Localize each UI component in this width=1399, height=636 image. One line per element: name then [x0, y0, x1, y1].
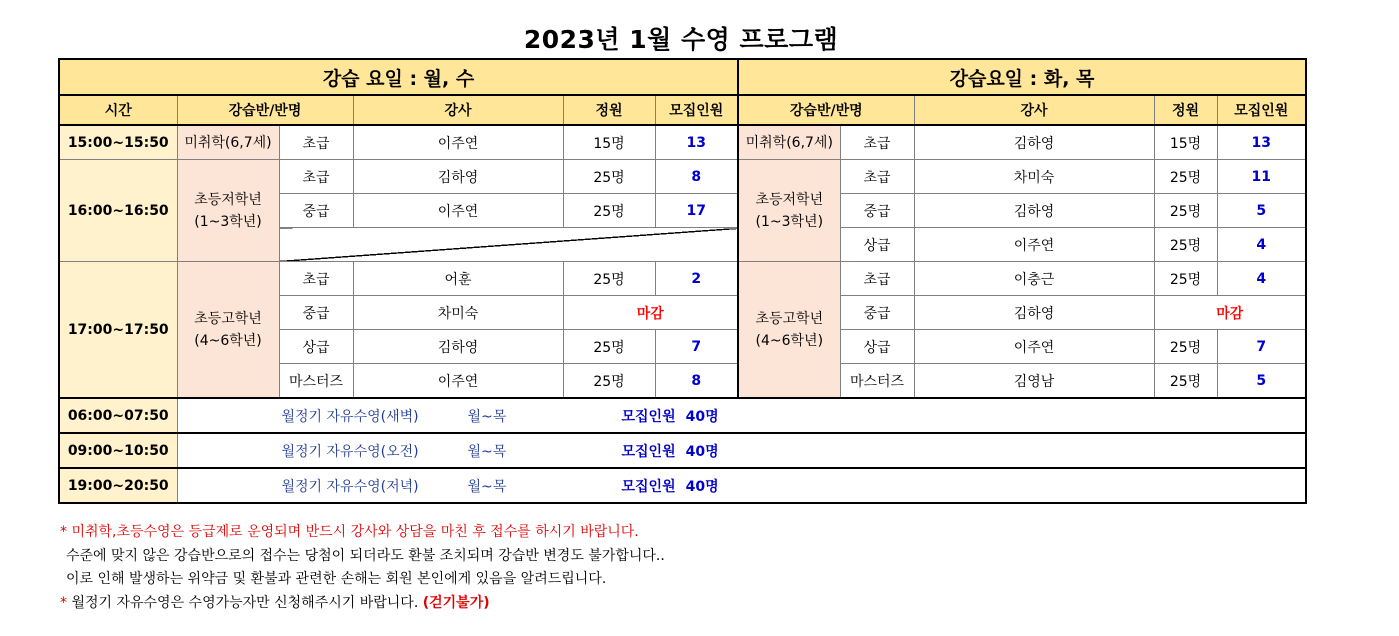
- free-swim-row: [59, 398, 1306, 433]
- recruit-count: 8: [655, 364, 738, 399]
- empty-slot-diagonal: [279, 228, 738, 262]
- teacher-cell: 이주연: [914, 330, 1154, 364]
- recruit-count: 13: [1217, 125, 1306, 160]
- group-sublabel: (4~6학년): [194, 332, 262, 349]
- group-cell: [177, 160, 279, 262]
- note-line-2: 수준에 맞지 않은 강습반으로의 접수는 당첨이 되더라도 환불 조치되며 강습반 변경도 불가합니다..: [66, 547, 665, 564]
- capacity-cell: 25명: [563, 160, 655, 194]
- free-swim-name: 월정기 자유수영(저녁): [281, 478, 419, 495]
- free-swim-count: 40명: [685, 478, 719, 495]
- group-cell: 미취학(6,7세): [177, 125, 279, 160]
- col-recruit: 모집인원: [655, 95, 738, 125]
- time-cell: 15:00~15:50: [59, 125, 177, 160]
- level-cell: 중급: [840, 194, 914, 228]
- recruit-count: 5: [1217, 194, 1306, 228]
- capacity-cell: 25명: [563, 194, 655, 228]
- capacity-cell: 15명: [563, 125, 655, 160]
- group-label: 초등고학년: [194, 310, 262, 327]
- group-cell: [738, 160, 840, 262]
- schedule-table: [58, 58, 1307, 504]
- free-swim-label: 모집인원: [621, 443, 676, 460]
- free-swim-label: 모집인원: [621, 478, 676, 495]
- closed-badge: 마감: [1154, 296, 1306, 330]
- free-swim-label: 모집인원: [621, 408, 676, 425]
- recruit-count: 4: [1217, 228, 1306, 262]
- note-line-1: * 미취학,초등수영은 등급제로 운영되며 반드시 강사와 상담을 마친 후 접수를 하시기 바랍니다.: [60, 524, 639, 540]
- teacher-cell: 차미숙: [353, 296, 563, 330]
- teacher-cell: 차미숙: [914, 160, 1154, 194]
- tue-thu-header: 강습요일 : 화, 목: [738, 59, 1306, 95]
- mon-wed-header: 강습 요일 : 월, 수: [59, 59, 738, 95]
- teacher-cell: 김하영: [914, 125, 1154, 160]
- capacity-cell: 25명: [1154, 330, 1217, 364]
- time-cell: 06:00~07:50: [59, 398, 177, 433]
- group-sublabel: (4~6학년): [755, 332, 824, 349]
- level-cell: 상급: [840, 330, 914, 364]
- teacher-cell: 김영남: [914, 364, 1154, 399]
- col-capacity-tt: 정원: [1154, 95, 1217, 125]
- free-swim-name: 월정기 자유수영(오전): [281, 443, 419, 460]
- free-swim-cell: [177, 433, 1306, 468]
- level-cell: 상급: [840, 228, 914, 262]
- note-line-4-text: 월정기 자유수영은 수영가능자만 신청해주시기 바랍니다.: [71, 594, 419, 611]
- time-cell: 19:00~20:50: [59, 468, 177, 503]
- free-swim-count: 40명: [685, 408, 719, 425]
- recruit-count: 2: [655, 262, 738, 296]
- table-row: [59, 125, 1306, 160]
- col-teacher-tt: 강사: [914, 95, 1154, 125]
- group-sublabel: (1~3학년): [194, 213, 262, 230]
- time-cell: 17:00~17:50: [59, 262, 177, 399]
- group-sublabel: (1~3학년): [755, 213, 824, 230]
- teacher-cell: 김하영: [353, 160, 563, 194]
- recruit-count: 5: [1217, 364, 1306, 399]
- level-cell: 초급: [840, 262, 914, 296]
- group-cell: [177, 262, 279, 399]
- note-asterisk: *: [60, 594, 72, 611]
- free-swim-cell: [177, 468, 1306, 503]
- level-cell: 초급: [279, 262, 353, 296]
- teacher-cell: 이주연: [353, 194, 563, 228]
- col-class: 강습반/반명: [177, 95, 353, 125]
- recruit-count: 17: [655, 194, 738, 228]
- free-swim-days: 월~목: [467, 408, 507, 425]
- teacher-cell: 이충근: [914, 262, 1154, 296]
- free-swim-days: 월~목: [467, 478, 507, 495]
- note-emphasis: (걷기불가): [422, 594, 490, 611]
- notes: [60, 521, 665, 615]
- level-cell: 중급: [279, 296, 353, 330]
- capacity-cell: 25명: [563, 262, 655, 296]
- level-cell: 중급: [840, 296, 914, 330]
- teacher-cell: 이주연: [353, 125, 563, 160]
- free-swim-count: 40명: [685, 443, 719, 460]
- col-teacher: 강사: [353, 95, 563, 125]
- col-capacity: 정원: [563, 95, 655, 125]
- level-cell: 중급: [279, 194, 353, 228]
- recruit-count: 13: [655, 125, 738, 160]
- group-label: 초등저학년: [755, 191, 824, 208]
- group-cell: [738, 262, 840, 399]
- recruit-count: 7: [655, 330, 738, 364]
- table-row: [59, 262, 1306, 296]
- group-label: 초등저학년: [194, 191, 262, 208]
- capacity-cell: 25명: [1154, 194, 1217, 228]
- capacity-cell: 25명: [563, 364, 655, 399]
- recruit-count: 11: [1217, 160, 1306, 194]
- capacity-cell: 15명: [1154, 125, 1217, 160]
- free-swim-row: [59, 433, 1306, 468]
- capacity-cell: 25명: [1154, 228, 1217, 262]
- level-cell: 초급: [279, 160, 353, 194]
- note-line-4: [60, 592, 665, 616]
- capacity-cell: 25명: [1154, 262, 1217, 296]
- level-cell: 초급: [840, 125, 914, 160]
- level-cell: 마스터즈: [279, 364, 353, 399]
- capacity-cell: 25명: [1154, 160, 1217, 194]
- level-cell: 마스터즈: [840, 364, 914, 399]
- time-cell: 16:00~16:50: [59, 160, 177, 262]
- closed-badge: 마감: [563, 296, 738, 330]
- free-swim-name: 월정기 자유수영(새벽): [281, 408, 419, 425]
- col-time: 시간: [59, 95, 177, 125]
- table-row: [59, 160, 1306, 194]
- free-swim-row: [59, 468, 1306, 503]
- col-recruit-tt: 모집인원: [1217, 95, 1306, 125]
- group-cell: 미취학(6,7세): [738, 125, 840, 160]
- teacher-cell: 어훈: [353, 262, 563, 296]
- note-line-3: 이로 인해 발생하는 위약금 및 환불과 관련한 손해는 회원 본인에게 있음을 알려드립니다.: [66, 571, 607, 587]
- teacher-cell: 이주연: [353, 364, 563, 399]
- free-swim-cell: [177, 398, 1306, 433]
- recruit-count: 4: [1217, 262, 1306, 296]
- recruit-count: 8: [655, 160, 738, 194]
- recruit-count: 7: [1217, 330, 1306, 364]
- group-label: 초등고학년: [755, 310, 824, 327]
- capacity-cell: 25명: [563, 330, 655, 364]
- page-title: 2023년 1월 수영 프로그램: [523, 25, 839, 54]
- teacher-cell: 이주연: [914, 228, 1154, 262]
- time-cell: 09:00~10:50: [59, 433, 177, 468]
- teacher-cell: 김하영: [914, 194, 1154, 228]
- level-cell: 초급: [840, 160, 914, 194]
- col-class-tt: 강습반/반명: [738, 95, 914, 125]
- level-cell: 초급: [279, 125, 353, 160]
- capacity-cell: 25명: [1154, 364, 1217, 399]
- teacher-cell: 김하영: [353, 330, 563, 364]
- teacher-cell: 김하영: [914, 296, 1154, 330]
- level-cell: 상급: [279, 330, 353, 364]
- free-swim-days: 월~목: [467, 443, 507, 460]
